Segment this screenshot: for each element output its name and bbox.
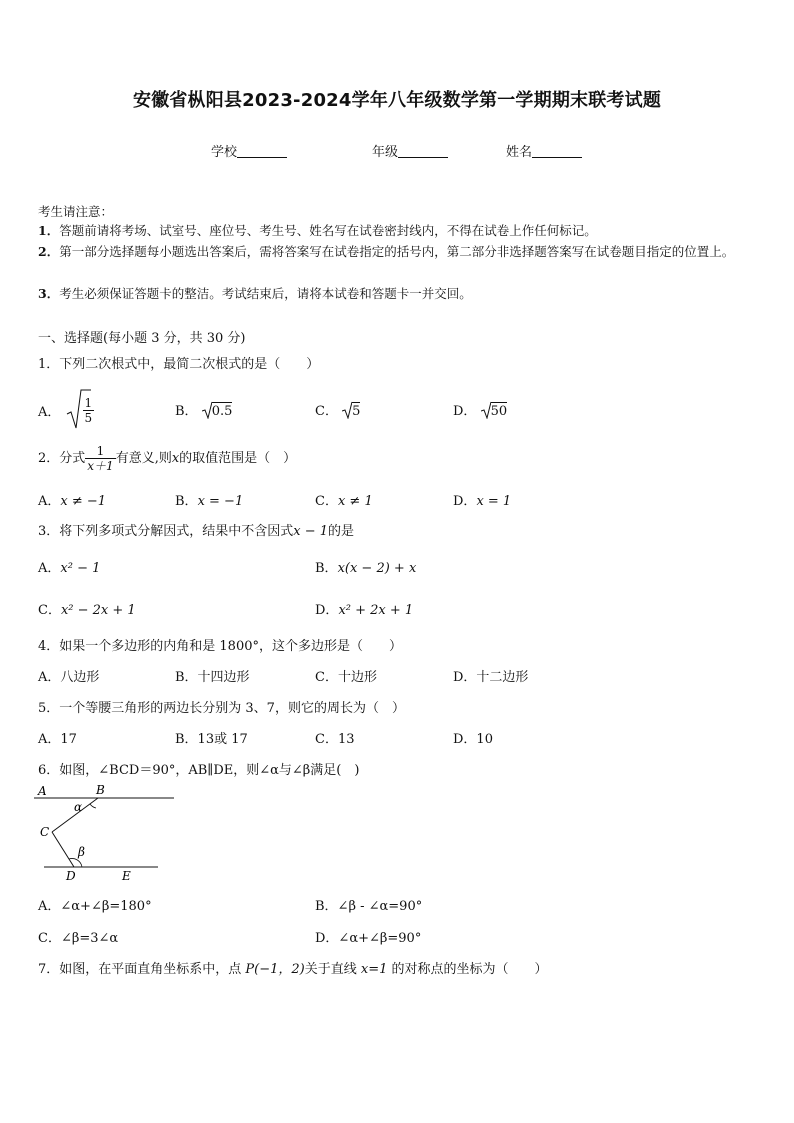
line-equation: x=1	[360, 962, 388, 977]
q3-option-c[interactable]	[38, 599, 136, 618]
q1-option-a[interactable]	[38, 388, 94, 432]
option-letter: D．	[453, 404, 477, 419]
grade-blank[interactable]	[398, 145, 448, 158]
page-title: 安徽省枞阳县2023-2024学年八年级数学第一学期期末联考试题	[132, 90, 662, 111]
option-value: x² − 1	[60, 561, 101, 576]
option-value: x ≠ −1	[60, 494, 107, 509]
q6-option-c[interactable]: C．∠β=3∠α	[38, 931, 119, 946]
notice-item-3	[38, 283, 763, 304]
question-1-stem: 1．下列二次根式中，最简二次根式的是（ ）	[38, 357, 320, 372]
q5-option-d[interactable]: D．10	[453, 732, 493, 747]
notice-num: 1．	[38, 223, 60, 238]
q6-option-a[interactable]: A．∠α+∠β=180°	[38, 899, 152, 914]
notice-text: 第一部分选择题每小题选出答案后，需将答案写在试卷指定的括号内，第二部分非选择题答案写在试卷题目指定的位置上。	[59, 244, 735, 259]
radical-sign-icon	[202, 401, 212, 419]
option-value: x(x − 2) + x	[337, 561, 417, 576]
notice-item-2	[38, 241, 763, 262]
variable: x	[171, 451, 180, 466]
option-value: x ≠ 1	[337, 494, 373, 509]
option-letter: C．	[315, 494, 338, 509]
school-blank[interactable]	[237, 145, 287, 158]
name-label: 姓名	[506, 145, 533, 160]
school-field[interactable]	[211, 141, 287, 160]
fraction-numerator: 1	[85, 444, 115, 459]
q4-option-d[interactable]: D．十二边形	[453, 670, 529, 685]
fraction	[83, 396, 95, 425]
q3-option-a[interactable]	[38, 557, 100, 576]
option-letter: B．	[175, 404, 198, 419]
fraction	[85, 444, 115, 473]
label-b: B	[96, 783, 105, 797]
option-letter: C．	[315, 404, 338, 419]
option-letter: D．	[315, 603, 339, 618]
point: P(−1，2)	[245, 962, 305, 977]
stem-text: 的对称点的坐标为（ ）	[387, 962, 548, 977]
stem-text: 3．将下列多项式分解因式，结果中不含因式	[38, 524, 294, 539]
q1-option-d[interactable]	[453, 400, 507, 419]
option-letter: A．	[38, 494, 61, 509]
question-3-stem	[38, 520, 354, 539]
option-value: x = 1	[476, 494, 512, 509]
label-alpha: α	[74, 800, 83, 814]
q6-option-b[interactable]: B．∠β - ∠α=90°	[315, 899, 423, 914]
notice-num: 3．	[38, 286, 60, 301]
notice-num: 2．	[38, 244, 60, 259]
stem-text: 7．如图，在平面直角坐标系中，点	[38, 962, 246, 977]
question-2-stem	[38, 444, 296, 473]
fraction-numerator: 1	[84, 395, 93, 410]
option-letter: B．	[315, 561, 338, 576]
question-6-stem: 6．如图，∠BCD＝90°，AB∥DE，则∠α与∠β满足( )	[38, 763, 360, 778]
option-letter: D．	[453, 494, 477, 509]
q5-option-c[interactable]: C．13	[315, 732, 355, 747]
school-label: 学校	[211, 145, 238, 160]
option-letter: C．	[38, 603, 61, 618]
radicand: 50	[490, 404, 508, 419]
radical-sign-icon	[481, 401, 491, 419]
stem-text: 关于直线	[304, 962, 361, 977]
q5-option-a[interactable]: A．17	[38, 732, 77, 747]
grade-field[interactable]	[372, 141, 448, 160]
q5-option-b[interactable]: B．13或 17	[175, 732, 248, 747]
q1-option-b[interactable]	[175, 400, 232, 419]
label-a: A	[38, 784, 47, 798]
question-7-stem	[38, 958, 548, 977]
q1-option-c[interactable]	[315, 400, 360, 419]
radical-sign-icon	[342, 401, 352, 419]
notice-heading: 考生请注意：	[38, 204, 114, 219]
q2-option-d[interactable]	[453, 490, 511, 509]
radicand: 5	[352, 404, 361, 419]
option-letter: A．	[38, 404, 61, 420]
geometry-figure	[30, 780, 190, 886]
q3-option-d[interactable]	[315, 599, 413, 618]
label-c: C	[40, 825, 50, 839]
q2-option-c[interactable]	[315, 490, 373, 509]
segment-cd	[52, 832, 74, 867]
q4-option-b[interactable]: B．十四边形	[175, 670, 250, 685]
option-value: x² − 2x + 1	[60, 603, 136, 618]
stem-text: 的取值范围是（ ）	[179, 451, 297, 466]
option-value: x² + 2x + 1	[338, 603, 414, 618]
name-field[interactable]	[506, 141, 582, 160]
alpha-arc	[90, 804, 96, 808]
label-e: E	[122, 869, 131, 883]
fraction-denominator: x＋1	[87, 459, 114, 473]
question-4-stem: 4．如果一个多边形的内角和是 1800°，这个多边形是（ ）	[38, 639, 402, 654]
name-blank[interactable]	[532, 145, 582, 158]
fraction-denominator: 5	[84, 410, 93, 425]
factor: x − 1	[293, 524, 329, 539]
label-beta: β	[78, 845, 85, 859]
stem-text: 的是	[328, 524, 355, 539]
label-d: D	[66, 869, 76, 883]
stem-text: 2．分式	[38, 451, 86, 466]
section-heading: 一、选择题(每小题 3 分，共 30 分)	[38, 331, 246, 346]
q4-option-c[interactable]: C．十边形	[315, 670, 377, 685]
option-value: x = −1	[197, 494, 244, 509]
notice-text: 答题前请将考场、试室号、座位号、考生号、姓名写在试卷密封线内，不得在试卷上作任何标记。	[59, 223, 597, 238]
q2-option-a[interactable]	[38, 490, 106, 509]
grade-label: 年级	[372, 145, 399, 160]
notice-text: 考生必须保证答题卡的整洁。考试结束后，请将本试卷和答题卡一并交回。	[59, 286, 472, 301]
q6-option-d[interactable]: D．∠α+∠β=90°	[315, 931, 422, 946]
option-letter: B．	[175, 494, 198, 509]
radicand: 0.5	[211, 404, 233, 419]
q3-option-b[interactable]	[315, 557, 416, 576]
question-5-stem: 5．一个等腰三角形的两边长分别为 3、7，则它的周长为（ ）	[38, 701, 405, 716]
notice-item-1	[38, 220, 763, 241]
option-letter: A．	[38, 561, 61, 576]
q2-option-b[interactable]	[175, 490, 243, 509]
stem-text: 有意义,则	[115, 451, 172, 466]
q4-option-a[interactable]: A．八边形	[38, 670, 100, 685]
